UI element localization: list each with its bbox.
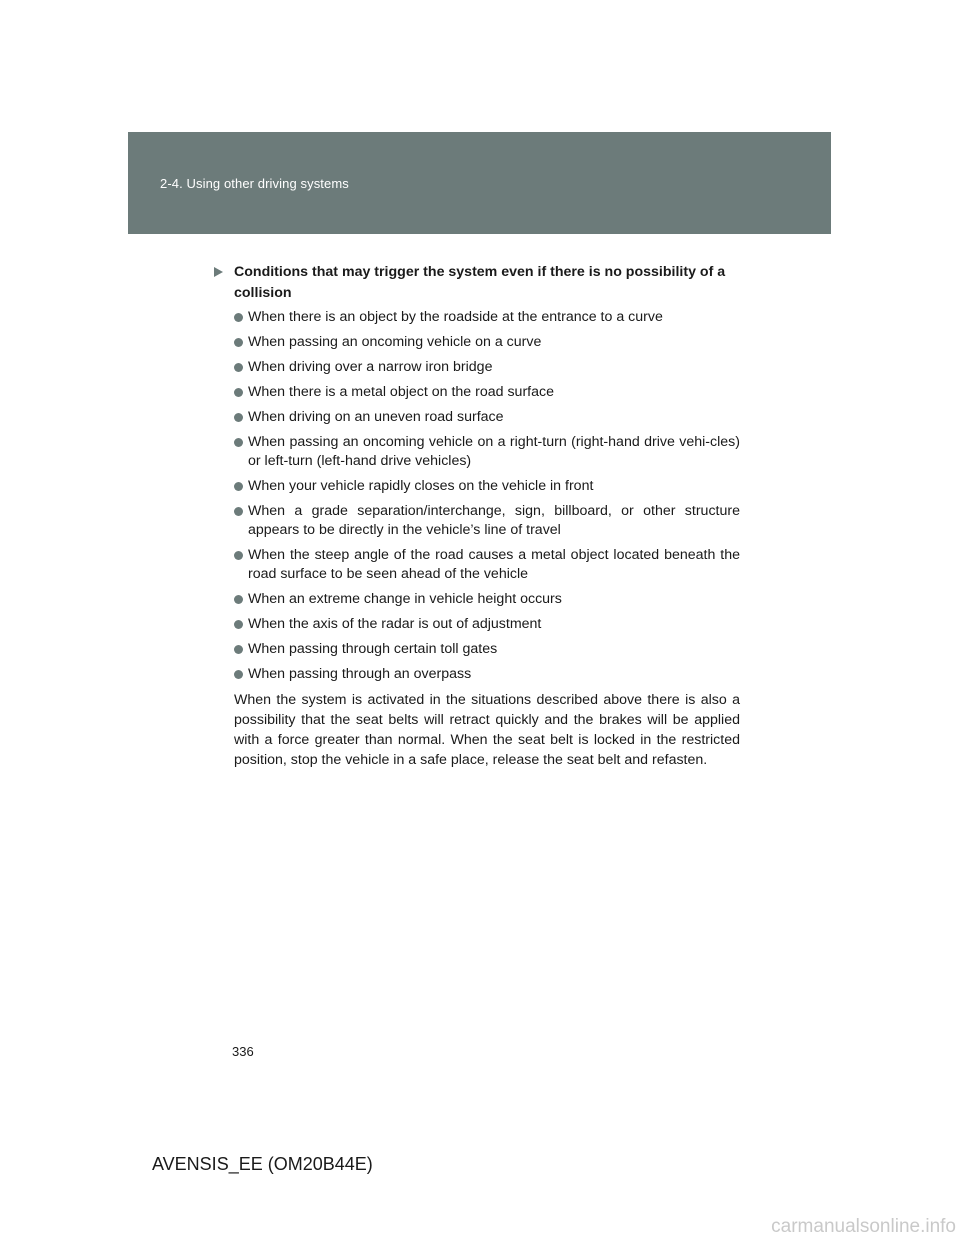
header-band: [128, 132, 831, 234]
list-item: When driving over a narrow iron bridge: [210, 358, 740, 377]
bullet-dot-icon: [234, 363, 243, 372]
content-area: [210, 262, 740, 770]
bullet-dot-icon: [234, 313, 243, 322]
conditions-list: [210, 308, 740, 684]
list-item: When an extreme change in vehicle height occurs: [210, 590, 740, 609]
bullet-dot-icon: [234, 507, 243, 516]
watermark: carmanualsonline.info: [771, 1216, 956, 1237]
bullet-dot-icon: [234, 338, 243, 347]
closing-paragraph: When the system is activated in the situations described above there is also a possibility that the seat belts will retract quickly and the brakes will be applied with a force greater than normal. When the seat belt is locked in the restricted position, stop the vehicle in a safe place, release the seat belt and refasten.: [234, 692, 740, 768]
document-code: AVENSIS_EE (OM20B44E): [152, 1154, 373, 1174]
list-item: When driving on an uneven road surface: [210, 408, 740, 427]
list-item: When the steep angle of the road causes a metal object located beneath the road surface to be seen ahead of the vehicle: [210, 546, 740, 584]
list-item: When passing through an overpass: [210, 665, 740, 684]
bullet-dot-icon: [234, 670, 243, 679]
list-item: When there is an object by the roadside at the entrance to a curve: [210, 308, 740, 327]
section-title: 2-4. Using other driving systems: [160, 176, 349, 191]
triangle-marker-icon: [214, 267, 223, 277]
bullet-dot-icon: [234, 551, 243, 560]
bullet-dot-icon: [234, 438, 243, 447]
list-item: When passing an oncoming vehicle on a curve: [210, 333, 740, 352]
bullet-dot-icon: [234, 388, 243, 397]
list-item: When the axis of the radar is out of adjustment: [210, 615, 740, 634]
bullet-dot-icon: [234, 413, 243, 422]
list-item: When a grade separation/interchange, sign, billboard, or other structure appears to be directly in the vehicle’s line of travel: [210, 502, 740, 540]
bullet-dot-icon: [234, 620, 243, 629]
bullet-dot-icon: [234, 595, 243, 604]
bullet-dot-icon: [234, 482, 243, 491]
heading-text: Conditions that may trigger the system even if there is no possibility of a collision: [234, 264, 726, 301]
page-number: 336: [232, 1044, 254, 1059]
list-item: When passing an oncoming vehicle on a right-turn (right-hand drive vehi-cles) or left-turn (left-hand drive vehicles): [210, 433, 740, 471]
conditions-heading: [210, 262, 740, 304]
list-item: When passing through certain toll gates: [210, 640, 740, 659]
list-item: When your vehicle rapidly closes on the vehicle in front: [210, 477, 740, 496]
list-item: When there is a metal object on the road surface: [210, 383, 740, 402]
bullet-dot-icon: [234, 645, 243, 654]
